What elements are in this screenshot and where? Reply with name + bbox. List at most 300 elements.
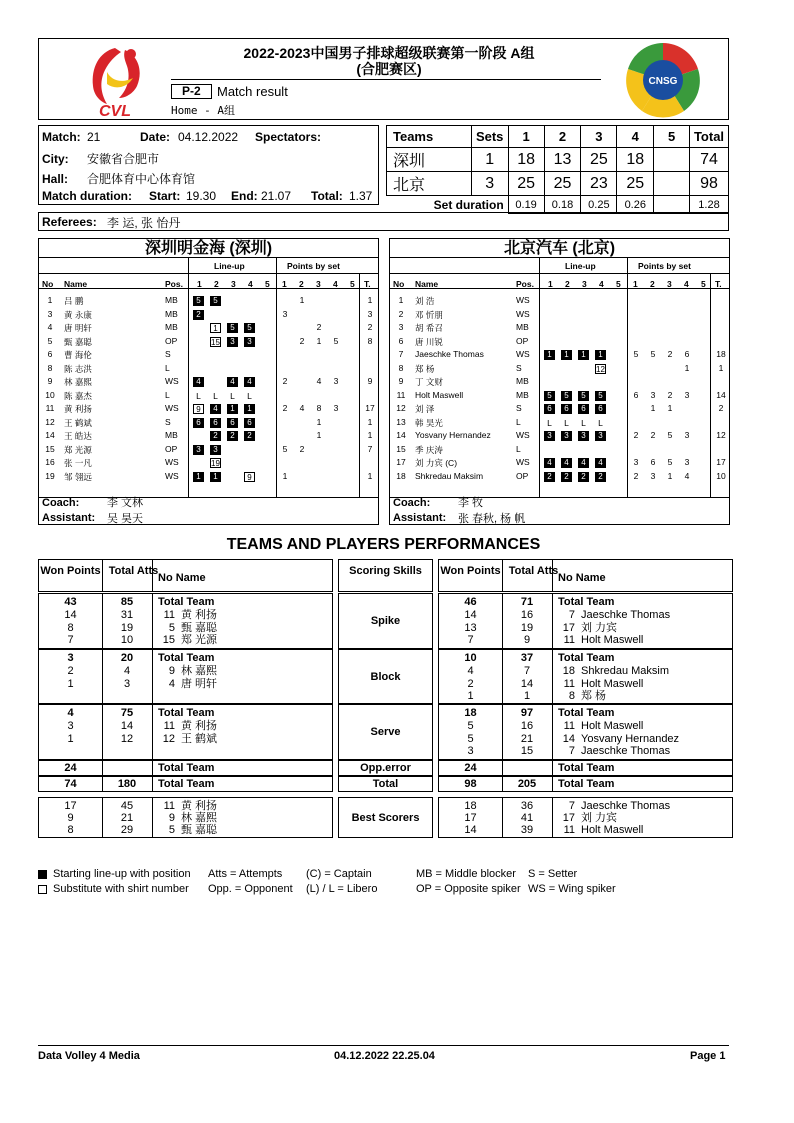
total-points: 10 [716, 470, 726, 481]
set-points: 3 [684, 389, 690, 400]
player-number: 2 [398, 308, 404, 319]
sets-header-cell: Sets [471, 126, 508, 148]
set-score-cell [654, 172, 690, 196]
lineup-marker: L [598, 417, 603, 428]
sets-won-cell: 3 [471, 172, 508, 196]
total-atts: 205 [517, 778, 537, 790]
assistant-name: 吴 昊天 [107, 513, 144, 525]
col-divider [102, 560, 103, 591]
lineup-marker: 4 [210, 404, 221, 414]
player-name: 王 鹤斌 [181, 732, 218, 745]
set-points: 2 [299, 335, 305, 346]
assistant-label: Assistant: [393, 512, 447, 524]
team-name-cell: 北京 [387, 172, 472, 196]
legend-opp: Opp. = Opponent [208, 883, 293, 895]
report-header [38, 38, 729, 120]
player-won-points: 4 [467, 665, 474, 677]
lineup-marker: L [230, 390, 235, 401]
perf-opp-error-left [38, 760, 333, 776]
skill-label: Spike [370, 615, 401, 627]
lineup-marker: 5 [244, 323, 255, 333]
col-divider [502, 560, 503, 591]
total-atts-header: Total Atts [108, 565, 159, 577]
player-won-points: 8 [67, 621, 74, 634]
player-number: 18 [562, 665, 575, 677]
sets-won-cell: 1 [471, 148, 508, 172]
points-set-header: 2 [650, 279, 655, 289]
match-info [38, 125, 379, 205]
set-duration-cell: 0.25 [581, 196, 617, 214]
player-number: 1 [398, 295, 404, 305]
perf-total-right [438, 776, 733, 792]
set-duration-cell: 0.19 [508, 196, 544, 214]
lineup-set-header: 3 [582, 279, 587, 289]
no-header: No [42, 279, 54, 289]
player-number: 7 [568, 609, 575, 621]
total-team-label: Total Team [558, 778, 615, 790]
player-position: L [165, 389, 170, 400]
player-name: 林 嘉熙 [181, 665, 218, 677]
player-name: 甄 嘉聪 [181, 824, 218, 836]
set-score-cell: 25 [544, 172, 581, 196]
player-name: 黄 利扬 [64, 404, 92, 414]
won-points-header: Won Points [40, 565, 101, 577]
col-divider [552, 777, 553, 791]
coach-name: 李 文林 [107, 497, 144, 509]
player-number: 9 [47, 376, 53, 386]
total-points: 17 [716, 457, 726, 467]
set-score-cell: 13 [544, 148, 581, 172]
player-number: 11 [163, 800, 175, 812]
set-points: 2 [282, 403, 288, 413]
total-won-points: 74 [64, 778, 77, 790]
col-divider [152, 798, 153, 837]
player-position: WS [516, 308, 530, 319]
lineup-marker: 5 [193, 296, 204, 306]
referees-value: 李 运, 张 怡丹 [107, 216, 181, 230]
col-divider [152, 650, 153, 703]
player-name: 邓 忻朋 [415, 309, 443, 320]
no-header: No [393, 279, 405, 289]
set-score-cell [654, 148, 690, 172]
player-name: 黄 利扬 [181, 800, 218, 812]
cvl-logo-text: CVL [99, 103, 131, 118]
perf-spike-left [38, 593, 333, 649]
set-points: 2 [299, 443, 305, 454]
sets-table [386, 125, 729, 214]
col-divider [152, 761, 153, 775]
lineup-marker: 2 [193, 310, 204, 320]
player-position: WS [516, 457, 530, 467]
player-total-atts: 12 [120, 732, 134, 745]
player-name: 黄 利扬 [181, 720, 218, 732]
total-label: Total [372, 778, 399, 790]
lineup-marker: 9 [193, 404, 204, 414]
best-total-atts: 36 [520, 800, 534, 812]
total-points: 18 [716, 349, 726, 359]
skill-cell [338, 593, 433, 649]
legend-ws: WS = Wing spiker [528, 883, 616, 895]
performance-title: TEAMS AND PLAYERS PERFORMANCES [226, 536, 541, 553]
skills-header-label: Scoring Skills [349, 565, 422, 577]
col-divider [152, 777, 153, 791]
player-number: 8 [568, 690, 575, 702]
player-number: 17 [562, 812, 575, 824]
lineup-marker: 5 [210, 296, 221, 306]
footer-timestamp: 04.12.2022 22.25.04 [334, 1050, 435, 1062]
lineup-header: Line-up [565, 261, 596, 271]
perf-spike-right [438, 593, 733, 649]
substitute-marker-icon [38, 885, 47, 894]
team-name: 北京汽车 (北京) [390, 239, 729, 258]
lineup-marker: 19 [211, 459, 220, 468]
player-won-points: 5 [467, 732, 474, 745]
lineup-set-header: 4 [248, 279, 253, 289]
name-header: Name [415, 279, 439, 289]
team-won-points: 43 [64, 596, 77, 608]
set-score-cell: 18 [508, 148, 544, 172]
sets-header-cell: 2 [544, 126, 581, 148]
best-won-points: 17 [64, 800, 77, 812]
player-number: 6 [398, 335, 404, 346]
lineup-marker: 3 [595, 431, 606, 441]
sets-header-cell: 4 [617, 126, 654, 148]
lineup-marker: 3 [227, 337, 238, 347]
total-value: 1.37 [349, 189, 373, 203]
lineup-marker: 9 [244, 472, 255, 482]
player-number: 7 [398, 349, 404, 359]
opp-error-points: 24 [464, 762, 477, 774]
legend-captain: (C) = Captain [306, 868, 372, 880]
lineup-set-header: 4 [599, 279, 604, 289]
sets-row-home [387, 148, 729, 172]
points-set-header: 2 [299, 279, 304, 289]
set-points: 2 [633, 430, 639, 440]
player-name: 刘 力宾 [581, 812, 618, 824]
player-name: Yosvany Hernandez [581, 732, 680, 745]
set-duration-cell: 0.18 [544, 196, 581, 214]
set-points: 3 [684, 457, 690, 467]
team-panel-away [389, 238, 730, 525]
total-points: 2 [367, 322, 373, 332]
player-name: 郑 杨 [581, 690, 607, 702]
footer-page: Page 1 [690, 1050, 726, 1062]
date-label: Date: [140, 130, 171, 144]
set-points: 6 [633, 389, 639, 400]
set-points: 4 [299, 403, 305, 413]
total-score-cell: 98 [690, 172, 729, 196]
lineup-marker: 1 [227, 404, 238, 414]
player-name: 唐 明轩 [181, 677, 218, 690]
team-total-atts: 85 [120, 596, 134, 608]
total-won-points: 98 [464, 778, 477, 790]
player-won-points: 7 [467, 634, 474, 646]
player-won-points: 5 [467, 720, 474, 732]
total-header: T. [364, 279, 371, 289]
player-won-points: 3 [67, 720, 74, 732]
player-number: 17 [562, 621, 575, 634]
player-name: Holt Maswell [581, 824, 644, 836]
name-header: Name [64, 279, 88, 289]
lineup-marker: 4 [193, 377, 204, 387]
total-points: 8 [367, 335, 373, 346]
starting-marker-icon [38, 870, 47, 879]
best-total-atts: 21 [120, 812, 134, 824]
total-points: 1 [718, 362, 724, 373]
player-won-points: 14 [464, 609, 477, 621]
player-position: WS [165, 470, 179, 481]
player-number: 15 [162, 634, 175, 646]
player-position: S [516, 403, 522, 413]
lineup-marker: 5 [595, 391, 606, 401]
player-position: S [165, 416, 171, 427]
set-points: 3 [633, 457, 639, 467]
player-total-atts: 7 [523, 665, 531, 677]
col-divider [502, 761, 503, 775]
total-team-label: Total Team [558, 596, 615, 608]
points-set-header: 1 [282, 279, 287, 289]
perf-best-right [438, 797, 733, 838]
set-score-cell: 18 [617, 148, 654, 172]
set-points: 4 [316, 376, 322, 386]
lineup-marker: 5 [561, 391, 572, 401]
perf-header-right [438, 559, 733, 592]
pos-header: Pos. [165, 279, 183, 289]
total-team-label: Total Team [158, 596, 215, 608]
set-points: 3 [684, 430, 690, 440]
lineup-marker: 3 [561, 431, 572, 441]
set-points: 2 [667, 389, 673, 400]
lineup-set-header: 5 [616, 279, 621, 289]
set-score-cell: 23 [581, 172, 617, 196]
player-position: OP [165, 443, 178, 454]
set-points: 3 [333, 403, 339, 413]
spectators-label: Spectators: [255, 130, 322, 144]
perf-serve-right [438, 704, 733, 760]
player-name: 甄 嘉聪 [181, 621, 218, 634]
player-total-atts: 16 [520, 609, 534, 621]
player-name: Shkredau Maksim [581, 665, 670, 677]
team-won-points: 4 [67, 707, 74, 719]
lineup-marker: 2 [244, 431, 255, 441]
player-name: Holt Maswell [581, 634, 644, 646]
set-duration-cell: 0.26 [617, 196, 654, 214]
perf-best-left [38, 797, 333, 838]
player-number: 19 [45, 470, 55, 481]
lineup-marker: 4 [244, 377, 255, 387]
cnsg-logo [624, 41, 702, 119]
player-position: S [516, 362, 522, 373]
referees-label: Referees: [42, 215, 97, 229]
lineup-marker: 5 [227, 323, 238, 333]
divider-points [627, 258, 628, 497]
player-number: 5 [168, 824, 175, 836]
set-points: 6 [684, 349, 690, 359]
player-number: 17 [396, 457, 406, 467]
player-total-atts: 21 [520, 732, 534, 745]
player-won-points: 1 [67, 677, 74, 690]
player-number: 12 [45, 416, 55, 427]
total-cell [338, 776, 433, 792]
player-position: MB [516, 376, 529, 386]
player-name: 王 皓达 [64, 431, 92, 441]
header-line-top [390, 273, 729, 274]
coach-label: Coach: [393, 497, 431, 509]
team-won-points: 10 [464, 652, 477, 664]
player-number: 11 [563, 677, 575, 690]
lineup-marker: 4 [595, 458, 606, 468]
player-total-atts: 14 [120, 720, 134, 732]
set-duration-label: Set duration [387, 196, 509, 214]
set-points: 1 [667, 403, 673, 413]
skill-cell [338, 649, 433, 704]
team-total-atts: 97 [520, 707, 534, 719]
best-won-points: 18 [464, 800, 477, 812]
total-team-label: Total Team [158, 762, 215, 774]
total-atts: 180 [117, 778, 137, 790]
best-won-points: 8 [67, 824, 74, 836]
points-header: Points by set [638, 261, 691, 271]
lineup-marker: 4 [227, 377, 238, 387]
legend-substitute: Substitute with shirt number [53, 883, 189, 895]
set-score-cell: 25 [581, 148, 617, 172]
start-value: 19.30 [186, 189, 217, 203]
lineup-set-header: 2 [565, 279, 570, 289]
set-points: 1 [316, 335, 322, 346]
lineup-marker: 2 [227, 431, 238, 441]
team-total-atts: 75 [120, 707, 134, 719]
player-total-atts: 15 [520, 745, 534, 757]
total-points: 2 [718, 403, 724, 413]
match-date: 04.12.2022 [178, 130, 239, 144]
player-number: 14 [562, 732, 575, 745]
lineup-marker: 5 [578, 391, 589, 401]
player-position: MB [165, 308, 178, 319]
report-title: 2022-2023中国男子排球超级联赛第一阶段 A组 [243, 45, 535, 61]
lineup-marker: L [196, 390, 201, 401]
end-label: End: [231, 189, 258, 203]
player-position: WS [165, 457, 179, 467]
player-won-points: 1 [67, 732, 74, 745]
total-points: 1 [367, 295, 373, 305]
perf-opp-error-right [438, 760, 733, 776]
set-points: 1 [316, 430, 322, 440]
header-line-bottom [39, 288, 378, 289]
footer-divider [38, 1045, 729, 1046]
perf-serve-left [38, 704, 333, 760]
player-won-points: 3 [467, 745, 474, 757]
duration-label: Match duration: [42, 189, 132, 203]
best-won-points: 9 [67, 812, 74, 824]
lineup-marker: 6 [227, 418, 238, 428]
lineup-marker: 1 [244, 404, 255, 414]
player-position: L [516, 416, 521, 427]
player-name: Jaeschke Thomas [581, 800, 671, 812]
best-total-atts: 29 [120, 824, 134, 836]
assistant-name: 张 春秋, 杨 帆 [458, 513, 526, 525]
player-position: MB [516, 322, 529, 332]
set-points: 1 [299, 295, 305, 305]
lineup-marker: 1 [595, 350, 606, 360]
player-position: WS [516, 430, 530, 440]
set-points: 1 [316, 416, 322, 427]
player-number: 9 [398, 376, 404, 386]
total-header: T. [715, 279, 722, 289]
lineup-marker: L [213, 390, 218, 401]
lineup-marker: 5 [544, 391, 555, 401]
points-set-header: 3 [316, 279, 321, 289]
lineup-marker: 6 [210, 418, 221, 428]
player-name: Shkredau Maksim [415, 470, 484, 481]
opp-error-points: 24 [64, 762, 77, 774]
player-position: OP [165, 335, 178, 346]
player-position: MB [165, 295, 178, 305]
total-team-label: Total Team [558, 762, 615, 774]
hall-label: Hall: [42, 172, 69, 186]
lineup-marker: 6 [244, 418, 255, 428]
lineup-marker: 1 [210, 472, 221, 482]
player-name: Jaeschke Thomas [581, 745, 671, 757]
col-divider [552, 594, 553, 648]
skill-label: Serve [370, 726, 401, 738]
coach-divider [39, 497, 378, 498]
set-points: 1 [650, 403, 656, 413]
lineup-marker: 6 [595, 404, 606, 414]
points-set-header: 5 [701, 279, 706, 289]
player-name: 唐 川锐 [415, 336, 443, 347]
lineup-marker: 6 [544, 404, 555, 414]
points-set-header: 5 [350, 279, 355, 289]
sets-header-row [387, 126, 729, 148]
divider-total [359, 273, 360, 497]
points-set-header: 1 [633, 279, 638, 289]
set-points: 2 [282, 376, 288, 386]
lineup-set-header: 5 [265, 279, 270, 289]
set-score-cell: 25 [508, 172, 544, 196]
player-won-points: 13 [464, 621, 477, 634]
lineup-marker: 1 [193, 472, 204, 482]
set-points: 3 [333, 376, 339, 386]
lineup-set-header: 3 [231, 279, 236, 289]
player-won-points: 7 [67, 634, 74, 646]
player-number: 6 [47, 349, 53, 359]
col-divider [152, 560, 153, 591]
legend-op: OP = Opposite spiker [416, 883, 521, 895]
player-position: MB [516, 389, 529, 400]
set-duration-cell: 1.28 [690, 196, 729, 214]
team-name: 深圳明金海 (深圳) [39, 239, 378, 258]
city-value: 安徽省合肥市 [87, 152, 160, 166]
player-number: 11 [163, 609, 175, 621]
player-total-atts: 31 [120, 609, 134, 621]
player-number: 7 [568, 745, 575, 757]
player-number: 15 [396, 443, 406, 454]
total-points: 9 [367, 376, 373, 386]
team-panel-home [38, 238, 379, 525]
player-number: 11 [163, 720, 175, 732]
lineup-header: Line-up [214, 261, 245, 271]
total-points: 17 [365, 403, 375, 413]
player-number: 10 [45, 389, 55, 400]
player-name: Jaeschke Thomas [581, 609, 671, 621]
match-label: Match: [42, 130, 81, 144]
total-points: 1 [367, 416, 373, 427]
sets-header-cell: 1 [508, 126, 544, 148]
lineup-marker: 2 [595, 472, 606, 482]
team-name-cell: 深圳 [387, 148, 472, 172]
doc-title: Match result [217, 84, 288, 99]
player-name: 胡 希召 [415, 323, 443, 333]
